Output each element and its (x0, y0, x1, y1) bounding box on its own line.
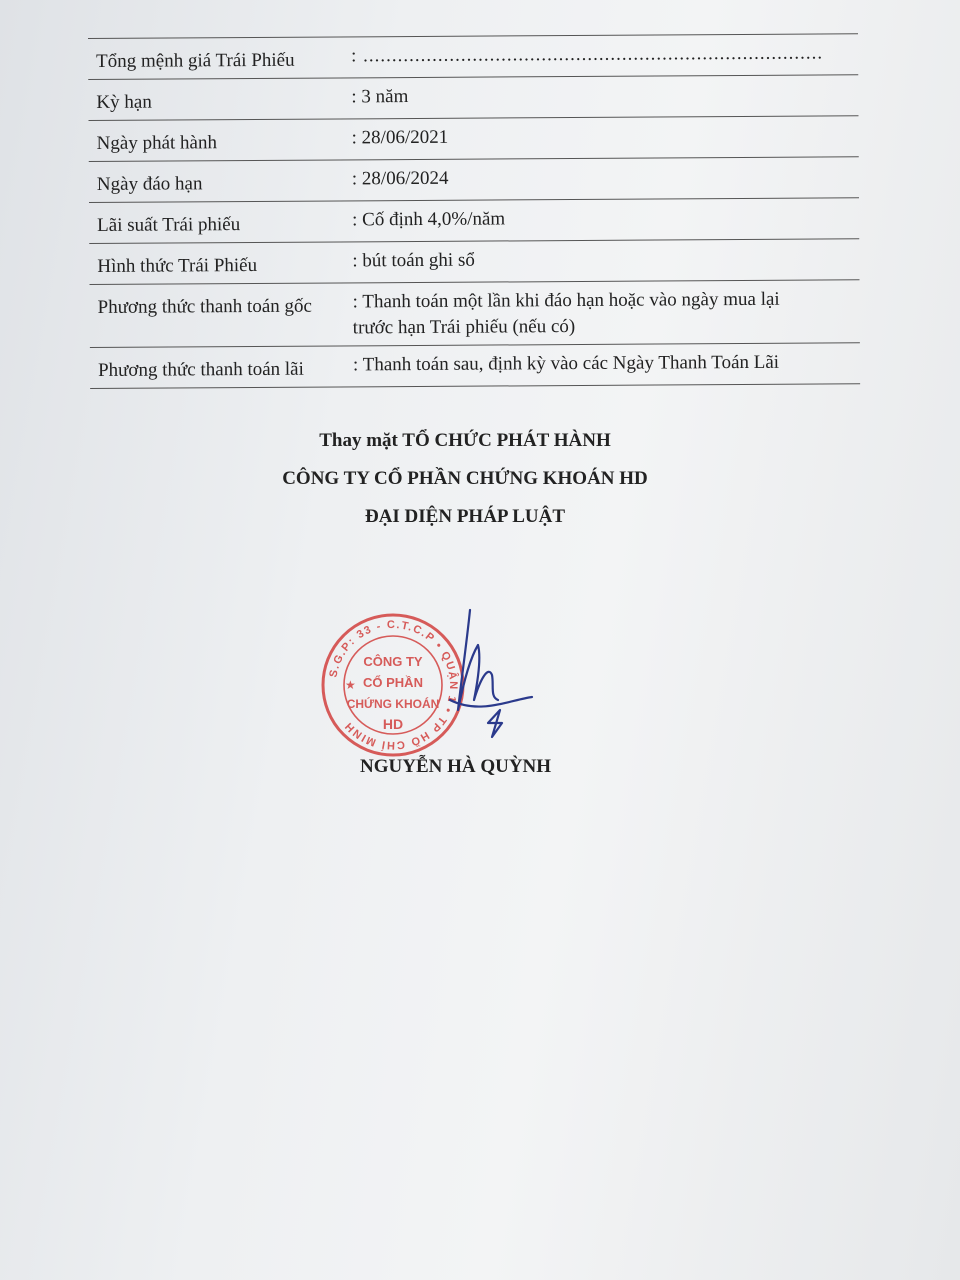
row-label: Ngày đáo hạn (96, 173, 203, 195)
table-row (89, 156, 859, 202)
signer-name: NGUYỄN HÀ QUỲNH (360, 756, 552, 777)
row-value-line: trước hạn Trái phiếu (nếu có) (352, 316, 576, 339)
row-value: : 28/06/2021 (351, 126, 449, 149)
row-label: Phương thức thanh toán gốc (97, 295, 312, 318)
row-label: Lãi suất Trái phiếu (97, 214, 241, 236)
row-value: : 3 năm (351, 86, 409, 108)
row-value: : bút toán ghi sổ (352, 249, 475, 272)
row-value (353, 286, 860, 341)
table-row (90, 279, 860, 347)
row-value: : 28/06/2024 (351, 167, 449, 190)
row-label: Tổng mệnh giá Trái Phiếu (96, 49, 295, 72)
row-label: Ngày phát hành (96, 132, 218, 154)
table-row (90, 342, 860, 389)
signature-heading-line3: ĐẠI DIỆN PHÁP LUẬT (364, 506, 566, 527)
svg-text:CHỨNG KHOÁN: CHỨNG KHOÁN (346, 697, 440, 711)
table-row (89, 115, 859, 161)
row-label: Kỳ hạn (96, 91, 152, 113)
row-value: : Cố định 4,0%/năm (352, 208, 506, 231)
handwritten-signature (440, 605, 540, 745)
table-row (89, 197, 859, 243)
row-label: Phương thức thanh toán lãi (97, 358, 304, 381)
table-row (88, 33, 858, 79)
svg-text:CỔ PHẦN: CỔ PHẦN (363, 675, 423, 690)
svg-text:★: ★ (345, 678, 356, 692)
bond-info-table (88, 33, 860, 389)
signature-heading-line1: Thay mặt TỔ CHỨC PHÁT HÀNH (319, 430, 611, 451)
svg-text:HD: HD (382, 716, 404, 732)
svg-text:S.G.P: 33 - C.T.C.P • QUẬN 1 •: S.G.P: 33 - C.T.C.P • QUẬN 1 • TP HỒ CHÍ MINH (327, 618, 460, 752)
row-label: Hình thức Trái Phiếu (97, 254, 258, 277)
svg-text:CÔNG TY: CÔNG TY (363, 654, 423, 669)
table-row (89, 238, 859, 284)
row-value: : Thanh toán sau, định kỳ vào các Ngày Thanh Toán Lãi (352, 351, 780, 376)
row-value-line: : Thanh toán một lần khi đáo hạn hoặc vào ngày mua lại (352, 288, 780, 313)
table-row (88, 74, 858, 120)
row-value: : ................................................................................ (351, 42, 824, 67)
signature-heading-line2: CÔNG TY CỔ PHẦN CHỨNG KHOÁN HD (282, 468, 648, 489)
